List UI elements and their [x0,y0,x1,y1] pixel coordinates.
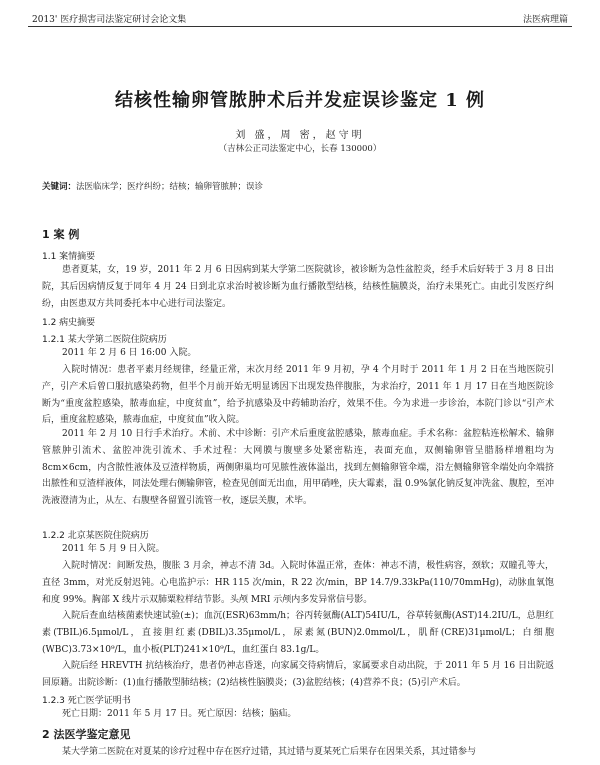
section-heading-2: 2 法医学鉴定意见 [42,728,131,741]
running-header-right: 法医病理篇 [522,15,568,25]
beijing-admission-paragraph: 入院时情况：间断发热，腹胀 3 月余，神志不清 3d。入院时体温正常，查体：神志不清，极性病容，颈软；双瞳孔等大，直径 3mm，对光反射迟钝。心电监护示：HR 115 次/min，R 22 次/min，BP 14.7/9.33kPa(110/70mmHg)，动脉血氧饱和度 99%。胸部 X 线片示双肺粟粒样结节影。头颅 MRI 示颅内多发异常信号影。 [42,561,554,605]
subsection-heading-1-1: 1.1 案情摘要 [42,252,96,262]
subsection-heading-1-2-3: 1.2.3 死亡医学证明书 [42,696,131,706]
keywords [42,180,263,192]
subsection-heading-1-2-1: 1.2.1 某大学第二医院住院病历 [42,335,167,345]
admission-status-paragraph: 入院时情况：患者平素月经规律，经量正常，末次月经 2011 年 9 月初，孕 4 个月时于 2011 年 1 月 2 日在当地医院引产，引产术后曾口服抗感染药物，但半个月前开始无明显诱因下出现发热伴腹胀，为求治疗，2011 年 1 月 17 日在当地医院诊断为“重度盆腔感染，脓毒血症，中度贫血”，给予抗感染及中药辅助治疗，效果不佳。今为求进一步诊治，本院门诊以“引产术后，重度盆腔感染，脓毒血症，中度贫血”收入院。 [42,365,554,426]
affiliation: （吉林公正司法鉴定中心，长春 130000） [218,144,382,154]
section-heading-1: 1 案 例 [42,228,80,241]
death-certificate-line: 死亡日期：2011 年 5 月 17 日。死亡原因：结核；脑疝。 [62,709,297,719]
keywords-label: 关键词： [42,182,77,192]
case-summary-paragraph: 患者夏某，女，19 岁，2011 年 2 月 6 日因病到某大学第二医院就诊，被诊断为急性盆腔炎，经手术后好转于 3 月 8 日出院，其后因病情反复于同年 4 月 24 日到北京求治时被诊断为血行播散型结核，结核性脑膜炎，治疗未果死亡。由此引发医疗纠纷，由医患双方共同委托本中心进行司法鉴定。 [42,265,554,309]
discharge-paragraph: 入院后经 HREVTH 抗结核治疗，患者仍神志昏迷，向家属交待病情后，家属要求自动出院，于 2011 年 5 月 16 日出院返回原籍。出院诊断：(1)血行播散型肺结核；(2)结核性脑膜炎；(3)盆腔结核；(4)营养不良；(5)引产术后。 [42,661,554,688]
running-header [28,10,572,27]
lab-results-paragraph: 入院后查血结核菌素快速试验(±)；血沉(ESR)63mm/h；谷丙转氨酶(ALT)54IU/L，谷草转氨酶(AST)14.2IU/L，总胆红素(TBIL)6.5μmol/L，直接胆红素(DBIL)3.35μmol/L，尿素氮(BUN)2.0mmol/L，肌酐(CRE)31μmol/L；白细胞(WBC)3.73×10⁹/L，血小板(PLT)241×10⁹/L，血红蛋白 83.1g/L。 [42,611,554,655]
opinion-paragraph-start: 某大学第二医院在对夏某的诊疗过程中存在医疗过错，其过错与夏某死亡后果存在因果关系，其过错参与 [62,747,477,757]
article-title: 结核性输卵管脓肿术后并发症误诊鉴定 1 例 [114,90,486,111]
surgery-paragraph: 2011 年 2 月 10 日行手术治疗。术前、术中诊断：引产术后重度盆腔感染，脓毒血症。手术名称：盆腔粘连松解术、输卵管脓肿引流术、盆腔冲洗引流术、手术过程：大网膜与腹壁多处紧密粘连，表面充血，双侧输卵管呈腊肠样增粗均为 8cm×6cm，内含脓性液体及豆渣样物质，两侧卵巢均可见脓性液体溢出，找到左侧输卵管伞端，沿左侧输卵管伞端处向伞端挤出脓性和豆渣样液体，同法处理右侧输卵管，检查见创面无出血，用甲硝唑，庆大霉素，温 0.9%氯化钠反复冲洗盆、腹腔，至冲洗液澄清为止，从左、右腹壁各留置引流管一枚，逐层关腹，术毕。 [42,429,554,507]
admission-date-1: 2011 年 2 月 6 日 16:00 入院。 [62,348,197,358]
running-header-left: 2013' 医疗损害司法鉴定研讨会论文集 [32,15,187,25]
subsection-heading-1-2-2: 1.2.2 北京某医院住院病历 [42,531,149,541]
subsection-heading-1-2: 1.2 病史摘要 [42,318,96,328]
admission-date-2: 2011 年 5 月 9 日入院。 [62,544,165,554]
authors: 刘 盛，周 密，赵守明 [235,130,365,141]
keywords-text: 法医临床学；医疗纠纷；结核；输卵管脓肿；误诊 [76,182,264,192]
